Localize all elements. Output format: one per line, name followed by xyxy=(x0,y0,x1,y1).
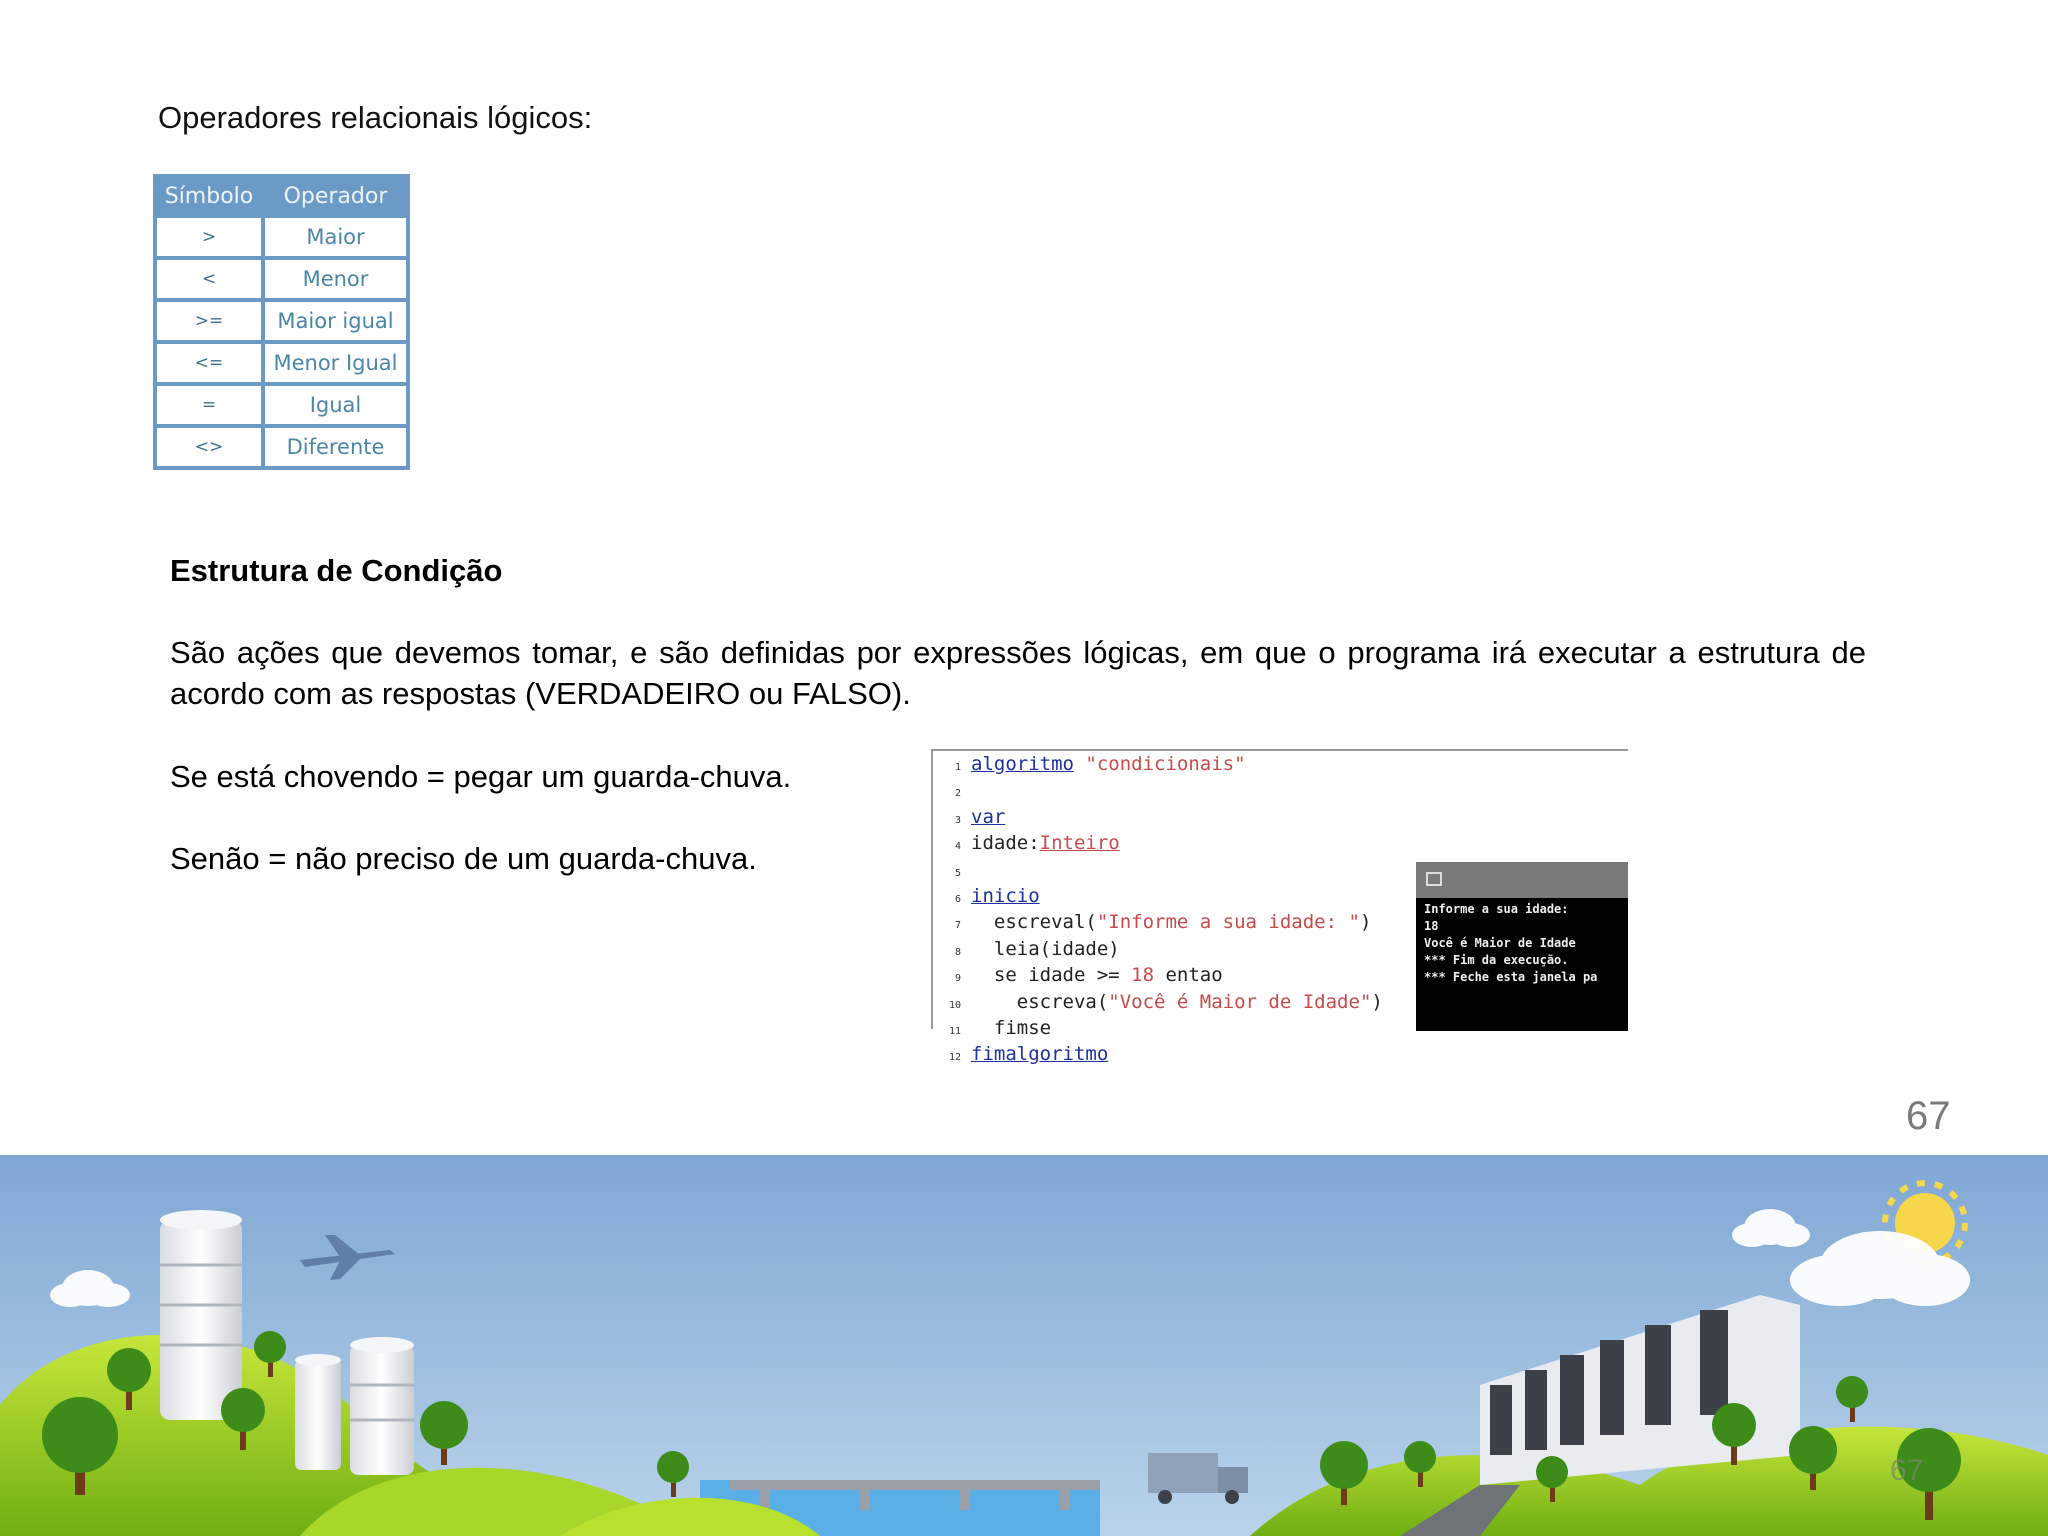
code-line xyxy=(939,911,1383,937)
table-cell-symbol: = xyxy=(157,386,261,424)
table-cell-symbol: >= xyxy=(157,302,261,340)
table-cell-symbol: <> xyxy=(157,428,261,466)
line-number: 2 xyxy=(954,788,961,800)
footer-illustration xyxy=(0,1155,2048,1536)
code-line xyxy=(939,938,1383,964)
code-line xyxy=(939,885,1383,911)
line-number: 3 xyxy=(954,814,961,826)
table-row xyxy=(157,218,406,256)
code-token: var xyxy=(971,805,1006,828)
code-token: idade: xyxy=(971,832,1040,855)
table-header: Operador xyxy=(265,178,406,214)
table-row xyxy=(157,386,406,424)
console-app-icon xyxy=(1426,872,1442,886)
code-token xyxy=(1074,753,1085,775)
console-output xyxy=(1416,898,1628,989)
table-header-row xyxy=(157,178,406,214)
table-header: Símbolo xyxy=(157,178,261,214)
operators-table xyxy=(153,174,410,470)
code-token: ) xyxy=(1371,990,1383,1013)
code-line xyxy=(939,859,1383,885)
line-number: 7 xyxy=(954,920,961,932)
database-tower-icon xyxy=(160,1210,242,1420)
line-number: 8 xyxy=(954,946,961,958)
code-line xyxy=(939,832,1383,858)
table-cell-operator: Maior igual xyxy=(265,302,406,340)
line-number: 1 xyxy=(954,762,961,773)
code-line xyxy=(939,779,1383,805)
line-number: 6 xyxy=(954,894,961,906)
table-cell-symbol: <= xyxy=(157,344,261,382)
table-row xyxy=(157,260,406,298)
code-token: "condicionais" xyxy=(1085,753,1246,775)
footer-page-number: 67 xyxy=(1890,1454,1924,1487)
code-token: ) xyxy=(1359,911,1372,934)
heading: Operadores relacionais lógicos: xyxy=(158,100,593,135)
code-listing xyxy=(939,753,1383,1070)
code-token: "Informe a sua idade: " xyxy=(1096,911,1360,934)
database-tower-icon xyxy=(350,1337,414,1475)
line-number: 12 xyxy=(948,1052,961,1064)
code-token: "Você é Maior de Idade" xyxy=(1108,990,1372,1013)
code-line xyxy=(939,753,1383,779)
code-line xyxy=(939,806,1383,832)
code-token: 18 xyxy=(1131,964,1155,987)
code-token: fimalgoritmo xyxy=(971,1043,1109,1066)
code-line xyxy=(939,1043,1383,1069)
page-number: 67 xyxy=(1906,1094,1951,1138)
line-number: 10 xyxy=(948,999,961,1011)
code-token: escreva( xyxy=(971,990,1109,1013)
table-row xyxy=(157,344,406,382)
console-line: 18 xyxy=(1424,919,1439,933)
console-titlebar xyxy=(1416,864,1628,898)
code-line xyxy=(939,1017,1383,1043)
code-token: algoritmo xyxy=(971,753,1074,775)
table-cell-operator: Maior xyxy=(265,218,406,256)
database-tower-icon xyxy=(295,1354,341,1470)
example-else-text: Senão = não preciso de um guarda-chuva. xyxy=(170,841,757,876)
code-token: se idade >= xyxy=(971,964,1132,987)
table-row xyxy=(157,302,406,340)
console-line: Você é Maior de Idade xyxy=(1424,936,1576,950)
code-token: Inteiro xyxy=(1039,832,1120,855)
console-line: *** Feche esta janela pa xyxy=(1424,970,1598,984)
table-cell-operator: Igual xyxy=(265,386,406,424)
code-screenshot xyxy=(931,749,1628,1066)
table-cell-operator: Menor Igual xyxy=(265,344,406,382)
code-line xyxy=(939,964,1383,990)
line-number: 11 xyxy=(948,1026,961,1038)
code-line xyxy=(939,991,1383,1017)
line-number: 9 xyxy=(954,973,961,985)
console-line: Informe a sua idade: xyxy=(1424,902,1569,916)
table-cell-symbol: > xyxy=(157,218,261,256)
code-token: inicio xyxy=(971,885,1040,908)
example-if-text: Se está chovendo = pegar um guarda-chuva. xyxy=(170,759,792,794)
table-cell-symbol: < xyxy=(157,260,261,298)
body-paragraph: São ações que devemos tomar, e são definidas por expressões lógicas, em que o programa irá executar a estrutura de acordo com as respostas (VERDADEIRO ou FALSO). xyxy=(170,635,1866,711)
line-number: 5 xyxy=(954,867,961,879)
code-token: fimse xyxy=(971,1017,1052,1040)
table-cell-operator: Diferente xyxy=(265,428,406,466)
code-token: leia(idade) xyxy=(971,937,1120,960)
code-token: escreval( xyxy=(971,911,1097,934)
console-window xyxy=(1416,862,1628,1031)
code-token: entao xyxy=(1154,964,1223,987)
line-number: 4 xyxy=(954,841,961,853)
table-row xyxy=(157,428,406,466)
table-cell-operator: Menor xyxy=(265,260,406,298)
section-title: Estrutura de Condição xyxy=(170,553,503,588)
console-line: *** Fim da execução. xyxy=(1424,953,1569,967)
